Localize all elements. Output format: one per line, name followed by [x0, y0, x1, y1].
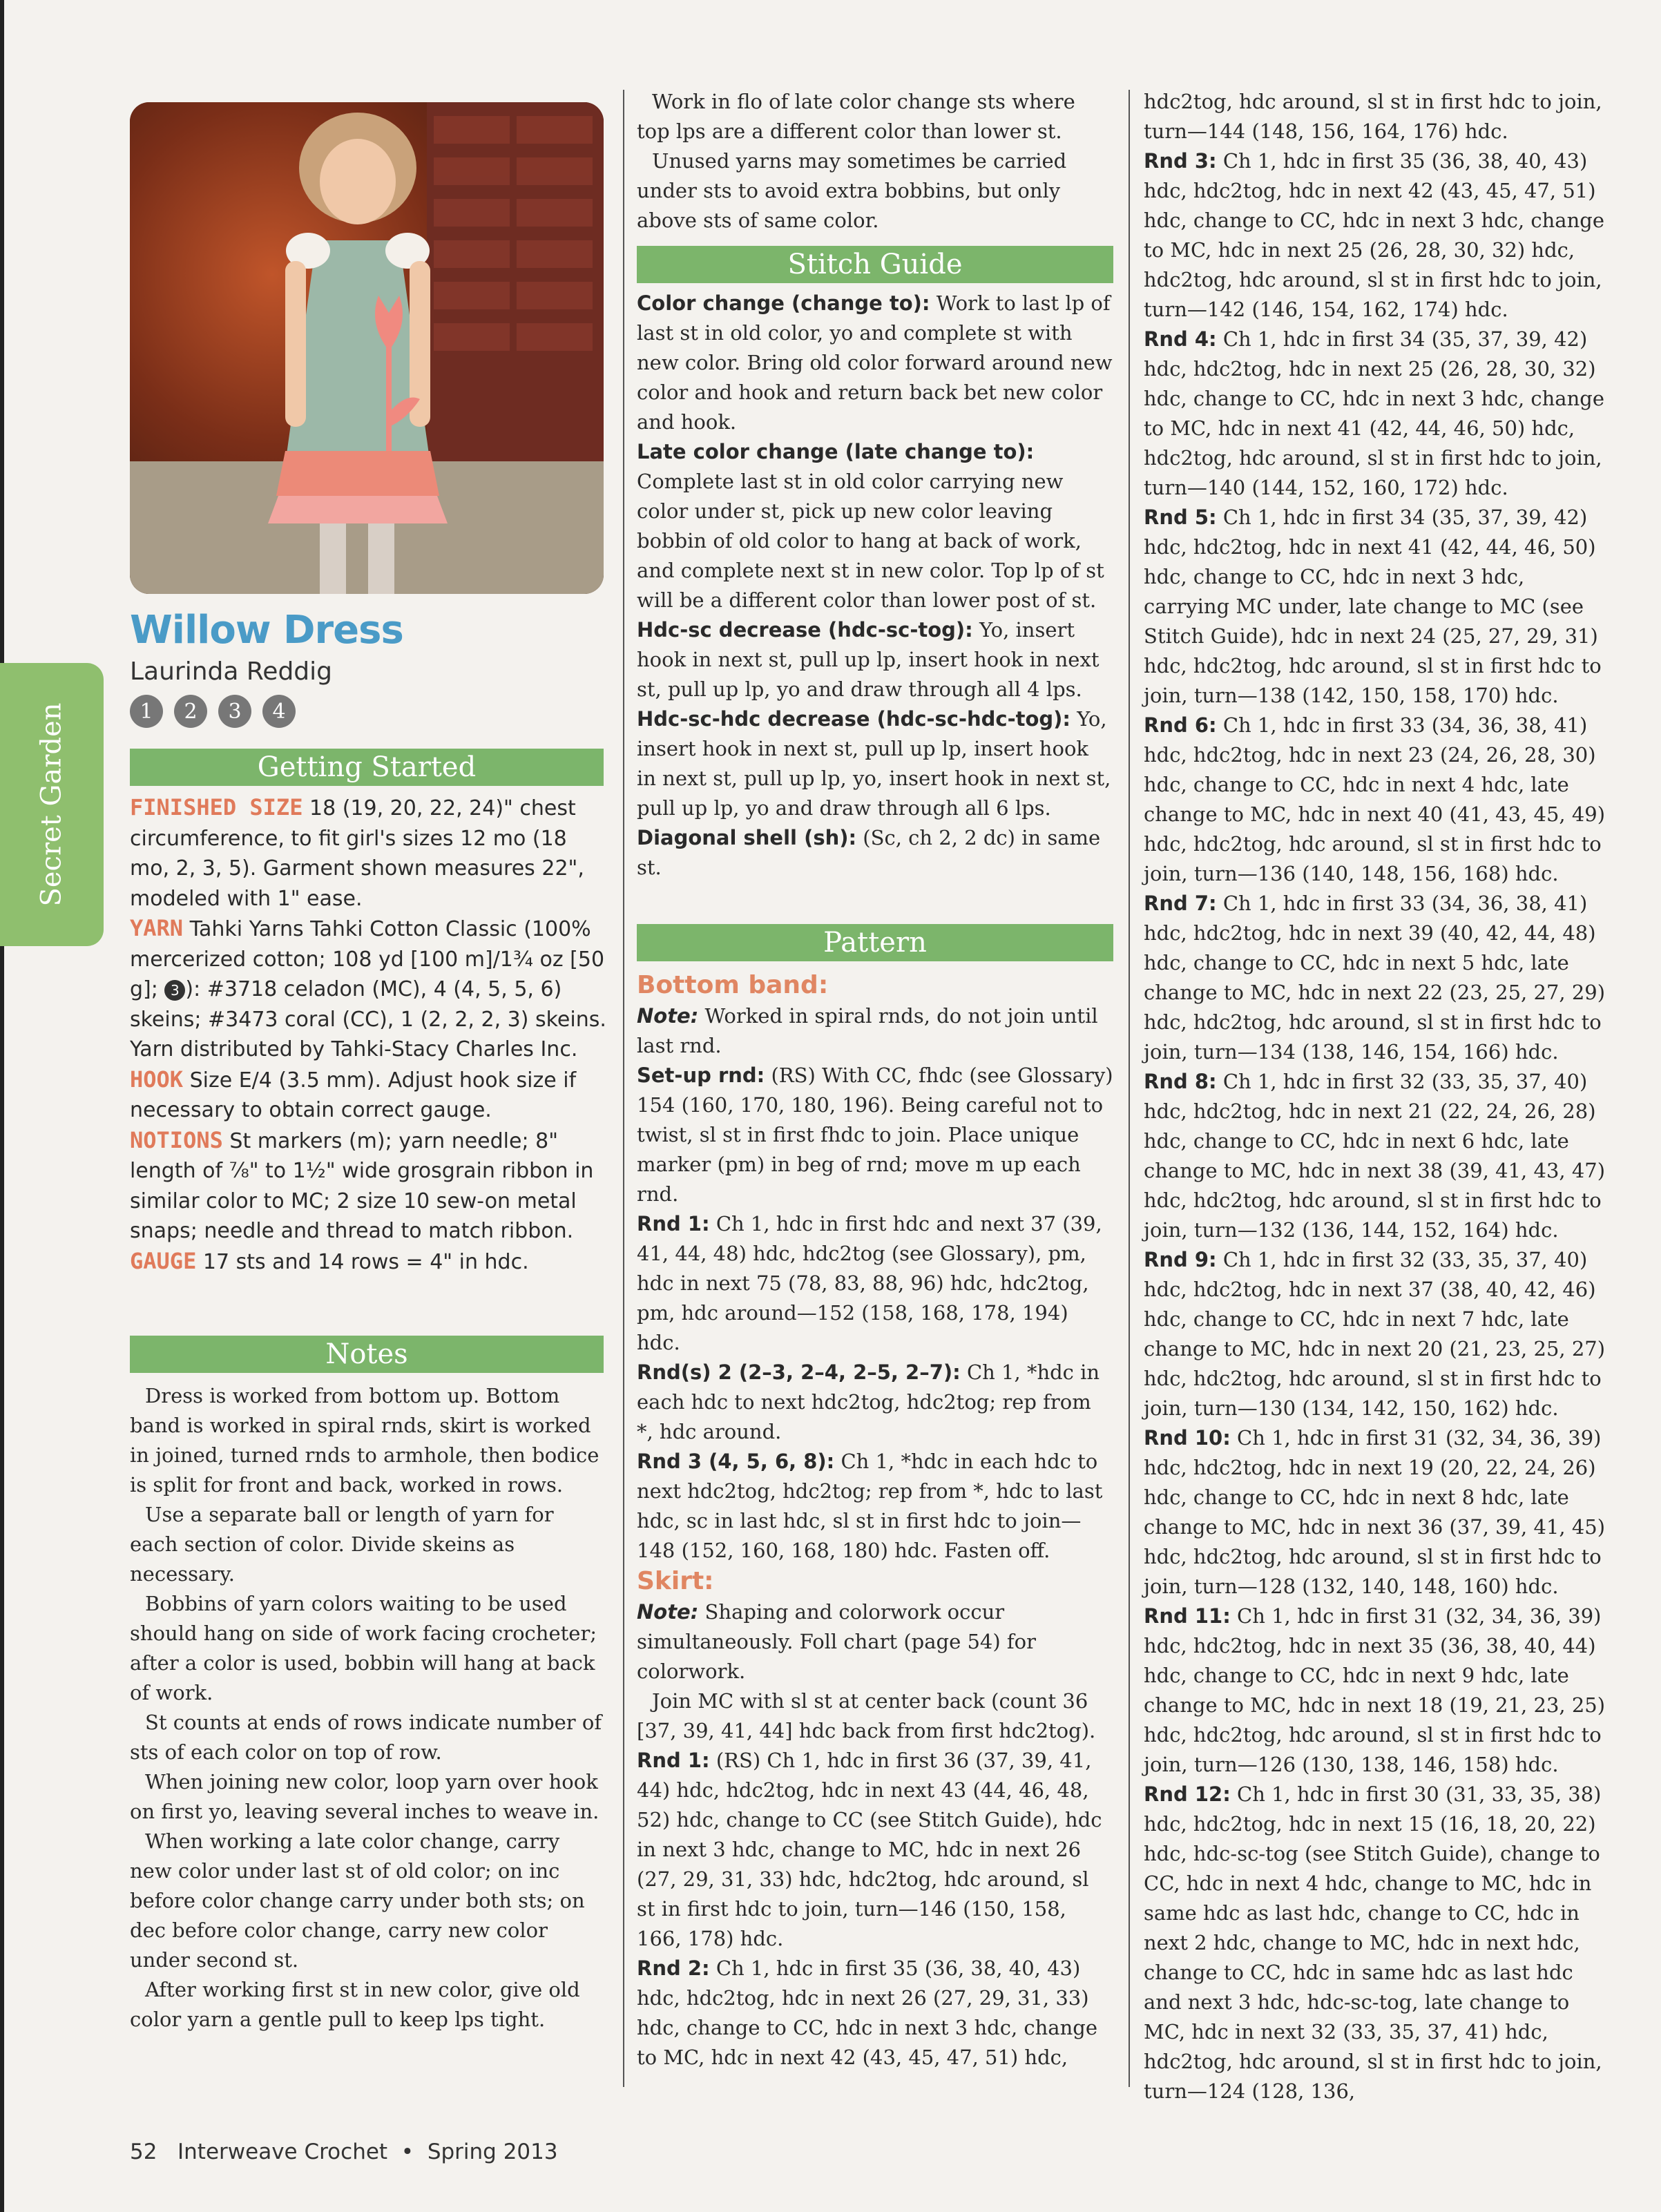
- row-text: Ch 1, hdc in first 33 (34, 36, 38, 41) hdc, hdc2tog, hdc in next 39 (40, 42, 44, 48) hdc, change to CC, hdc in next 5 hdc, late change to MC, hdc in next 22 (23, 25, 27, 29) hdc, hdc2tog, hdc around, sl st in first hdc to join, turn—134 (138, 146, 154, 166) hdc.: [1144, 892, 1606, 1064]
- skill-level-2: 2: [174, 695, 207, 728]
- pattern-body-continued: [1144, 87, 1613, 2106]
- hook-text: Size E/4 (3.5 mm). Adjust hook size if necessary to obtain correct gauge.: [130, 1068, 577, 1122]
- row-term: Rnd 10:: [1144, 1426, 1231, 1450]
- pattern-row-continued: hdc2tog, hdc around, sl st in first hdc to join, turn—144 (148, 156, 164, 176) hdc.: [1144, 90, 1602, 143]
- row-term: Rnd 1:: [637, 1212, 710, 1235]
- skill-levels: [130, 695, 296, 728]
- row-term: Rnd(s) 2 (2–3, 2–4, 2–5, 2–7):: [637, 1360, 961, 1384]
- stitch-guide-item: [637, 437, 1113, 615]
- pattern-row: [1144, 711, 1613, 889]
- stitch-term: Hdc-sc-hdc decrease (hdc-sc-hdc-tog):: [637, 707, 1071, 731]
- row-term: Rnd 3 (4, 5, 6, 8):: [637, 1450, 835, 1473]
- skirt-join: Join MC with sl st at center back (count 36 [37, 39, 41, 44] hdc back from first hdc2tog).: [637, 1689, 1096, 1742]
- stitch-guide-item: [637, 289, 1113, 437]
- pattern-row: [1144, 1423, 1613, 1602]
- row-text: Ch 1, hdc in first 35 (36, 38, 40, 43) hdc, hdc2tog, hdc in next 42 (43, 45, 47, 51) hdc, change to CC, hdc in next 3 hdc, change to MC, hdc in next 25 (26, 28, 30, 32) hdc, hdc2tog, hdc around, sl st in first hdc to join, turn—142 (146, 154, 162, 174) hdc.: [1144, 149, 1604, 321]
- notes-paragraph: When working a late color change, carry new color under last st of old color; on inc before color change carry under both sts; on dec before color change, carry new color under second st.: [130, 1829, 585, 1972]
- row-text: Ch 1, hdc in first 33 (34, 36, 38, 41) hdc, hdc2tog, hdc in next 23 (24, 26, 28, 30) hdc, change to CC, hdc in next 4 hdc, late change to MC, hdc in next 40 (41, 43, 45, 49) hdc, hdc2tog, hdc around, sl st in first hdc to join, turn—136 (140, 148, 156, 168) hdc.: [1144, 713, 1606, 885]
- notes-paragraph: When joining new color, loop yarn over hook on first yo, leaving several inches to weave in.: [130, 1770, 599, 1823]
- notes-paragraph: Use a separate ball or length of yarn for each section of color. Divide skeins as necessary.: [130, 1503, 554, 1586]
- stitch-text: (Sc, ch 2, 2 dc) in same st.: [637, 826, 1101, 879]
- stitch-term: Hdc-sc decrease (hdc-sc-tog):: [637, 618, 973, 642]
- row-text: Ch 1, hdc in first 35 (36, 38, 40, 43) hdc, hdc2tog, hdc in next 26 (27, 29, 31, 33) hdc, change to CC, hdc in next 3 hdc, change to MC, hdc in next 42 (43, 45, 47, 51) hdc,: [637, 1956, 1097, 2069]
- row-term: Rnd 8:: [1144, 1070, 1217, 1093]
- pattern-header: Pattern: [637, 924, 1113, 961]
- gauge: [130, 1247, 606, 1278]
- gauge-text: 17 sts and 14 rows = 4" in hdc.: [196, 1249, 529, 1274]
- notes-body: [130, 1381, 606, 2035]
- pattern-author: Laurinda Reddig: [130, 657, 333, 686]
- pattern-row: [1144, 889, 1613, 1067]
- pattern-row: [1144, 1245, 1613, 1423]
- pattern-body: [637, 970, 1113, 2072]
- row-text: Ch 1, hdc in first 34 (35, 37, 39, 42) hdc, hdc2tog, hdc in next 25 (26, 28, 30, 32) hdc, change to CC, hdc in next 3 hdc, change to MC, hdc in next 41 (42, 44, 46, 50) hdc, hdc2tog, hdc around, sl st in first hdc to join, turn—140 (144, 152, 160, 172) hdc.: [1144, 327, 1604, 499]
- bottom-band-note: [637, 1001, 1113, 1061]
- row-term: Rnd 3:: [1144, 149, 1217, 173]
- row-text: (RS) Ch 1, hdc in first 36 (37, 39, 41, 44) hdc, hdc2tog, hdc in next 43 (44, 46, 48, 52) hdc, change to CC (see Stitch Guide), hdc in next 3 hdc, change to MC, hdc in next 26 (27, 29, 31, 33) hdc, hdc2tog, hdc around, sl st in first hdc to join, turn—146 (150, 158, 166, 178) hdc.: [637, 1749, 1102, 1950]
- row-text: Ch 1, hdc in first 31 (32, 34, 36, 39) hdc, hdc2tog, hdc in next 19 (20, 22, 24, 26) hdc, change to CC, hdc in next 8 hdc, late change to MC, hdc in next 36 (37, 39, 41, 45) hdc, hdc2tog, hdc around, sl st in first hdc to join, turn—128 (132, 140, 148, 160) hdc.: [1144, 1426, 1606, 1598]
- finished-size-text: 18 (19, 20, 22, 24)" chest circumference, to fit girl's sizes 12 mo (18 mo, 2, 3, 5). Garment shown measures 22", modeled with 1" ease.: [130, 796, 584, 911]
- note-text: Shaping and colorwork occur simultaneously. Foll chart (page 54) for colorwork.: [637, 1600, 1036, 1683]
- pattern-row: [637, 1447, 1113, 1566]
- section-tab: [0, 663, 104, 946]
- column-rule: [623, 90, 624, 2087]
- stitch-guide-item: [637, 615, 1113, 704]
- row-term: Rnd 5:: [1144, 506, 1217, 529]
- page-number: 52: [130, 2139, 157, 2164]
- pattern-title: Willow Dress: [130, 608, 403, 653]
- yarn-weight-icon: 3: [164, 980, 185, 1001]
- yarn-text-rest: ): #3718 celadon (MC), 4 (4, 5, 5, 6) skeins; #3473 coral (CC), 1 (2, 2, 2, 3) skeins. Yarn distributed by Tahki-Stacy Charles Inc.: [130, 977, 606, 1061]
- pattern-row: [637, 1209, 1113, 1358]
- stitch-term: Diagonal shell (sh):: [637, 826, 857, 849]
- stitch-guide-item: [637, 823, 1113, 883]
- pattern-row: [1144, 1067, 1613, 1245]
- pattern-row: [637, 1061, 1113, 1209]
- pattern-row: [1144, 1780, 1613, 2106]
- page-binding-edge: [0, 0, 4, 2212]
- bottom-band-heading: Bottom band:: [637, 971, 829, 999]
- stitch-text: Yo, insert hook in next st, pull up lp, insert hook in next st, pull up lp, yo, insert hook in next st, pull up lp, yo and draw through all 6 lps.: [637, 707, 1111, 820]
- row-term: Set-up rnd:: [637, 1064, 765, 1087]
- row-term: Rnd 6:: [1144, 713, 1217, 737]
- row-text: Ch 1, hdc in first 32 (33, 35, 37, 40) hdc, hdc2tog, hdc in next 37 (38, 40, 42, 46) hdc, change to CC, hdc in next 7 hdc, late change to MC, hdc in next 20 (21, 23, 25, 27) hdc, hdc2tog, hdc around, sl st in first hdc to join, turn—130 (134, 142, 150, 162) hdc.: [1144, 1248, 1606, 1420]
- getting-started-header: Getting Started: [130, 749, 604, 786]
- row-term: Rnd 12:: [1144, 1782, 1231, 1806]
- skill-level-1: 1: [130, 695, 163, 728]
- row-text: Ch 1, hdc in first 30 (31, 33, 35, 38) hdc, hdc2tog, hdc in next 15 (16, 18, 20, 22) hdc, hdc-sc-tog (see Stitch Guide), change to CC, hdc in next 4 hdc, change to MC, hdc in same hdc as last hdc, change to CC, hdc in next 2 hdc, change to MC, hdc in next hdc, change to CC, hdc in same hdc as last hdc and next 3 hdc, hdc-sc-tog, late change to MC, hdc in next 32 (33, 35, 37, 41) hdc, hdc2tog, hdc around, sl st in first hdc to join, turn—124 (128, 136,: [1144, 1782, 1602, 2103]
- pattern-row: [637, 1746, 1113, 1954]
- yarn: [130, 914, 606, 1065]
- gauge-label: GAUGE: [130, 1247, 197, 1274]
- pattern-row: [1144, 146, 1613, 325]
- notes-paragraph: Bobbins of yarn colors waiting to be used should hang on side of work facing crocheter; after a color is used, bobbin will hang at back of work.: [130, 1592, 597, 1704]
- pattern-row: [1144, 503, 1613, 711]
- stitch-text: Complete last st in old color carrying new color under st, pick up new color leaving bobbin of old color to hang at back of work, and complete next st in new color. Top lp of st will be a different color than lower post of st.: [637, 470, 1104, 612]
- row-term: Rnd 11:: [1144, 1604, 1231, 1628]
- row-term: Rnd 4:: [1144, 327, 1217, 351]
- row-term: Rnd 2:: [637, 1956, 710, 1980]
- notes-continued: [637, 87, 1113, 235]
- issue-name: Spring 2013: [427, 2139, 558, 2164]
- stitch-guide-header: Stitch Guide: [637, 246, 1113, 283]
- row-text: Ch 1, hdc in first hdc and next 37 (39, 41, 44, 48) hdc, hdc2tog (see Glossary), pm, hdc in next 75 (78, 83, 88, 96) hdc, hdc2tog, pm, hdc around—152 (158, 168, 178, 194) hdc.: [637, 1212, 1102, 1354]
- row-text: Ch 1, *hdc in each hdc to next hdc2tog, hdc2tog; rep from *, hdc to last hdc, sc in last hdc, sl st in first hdc to join—148 (152, 160, 168, 180) hdc. Fasten off.: [637, 1450, 1103, 1562]
- notions: [130, 1126, 606, 1247]
- skirt-heading: Skirt:: [637, 1567, 714, 1595]
- row-text: (RS) With CC, fhdc (see Glossary) 154 (160, 170, 180, 196). Being careful not to twist, sl st in first fhdc to join. Place unique marker (pm) in beg of rnd; move m up each rnd.: [637, 1064, 1113, 1206]
- skill-level-4: 4: [262, 695, 296, 728]
- row-text: Ch 1, *hdc in each hdc to next hdc2tog, hdc2tog; rep from *, hdc around.: [637, 1360, 1100, 1443]
- photo-illustration: [130, 102, 604, 594]
- note-text: Worked in spiral rnds, do not join until last rnd.: [637, 1004, 1098, 1057]
- pattern-row: [1144, 1602, 1613, 1780]
- stitch-guide-item: [637, 704, 1113, 823]
- row-term: Rnd 7:: [1144, 892, 1217, 915]
- pattern-row: [637, 1358, 1113, 1447]
- yarn-label: YARN: [130, 915, 184, 941]
- hook-label: HOOK: [130, 1066, 184, 1093]
- row-text: Ch 1, hdc in first 32 (33, 35, 37, 40) hdc, hdc2tog, hdc in next 21 (22, 24, 26, 28) hdc, change to CC, hdc in next 6 hdc, late change to MC, hdc in next 38 (39, 41, 43, 47) hdc, hdc2tog, hdc around, sl st in first hdc to join, turn—132 (136, 144, 152, 164) hdc.: [1144, 1070, 1606, 1242]
- notes-paragraph: Unused yarns may sometimes be carried under sts to avoid extra bobbins, but only above sts of same color.: [637, 149, 1067, 232]
- dress-photo: [130, 102, 604, 594]
- hook: [130, 1065, 606, 1126]
- section-tab-label: Secret Garden: [36, 702, 68, 907]
- pattern-row: [1144, 325, 1613, 503]
- pattern-row: [637, 1954, 1113, 2072]
- note-label: Note:: [637, 1004, 699, 1028]
- stitch-guide-body: [637, 289, 1113, 883]
- magazine-name: Interweave Crochet: [177, 2139, 388, 2164]
- notes-paragraph: Work in flo of late color change sts where top lps are a different color than lower st.: [637, 90, 1075, 143]
- notes-paragraph: After working first st in new color, give old color yarn a gentle pull to keep lps tight.: [130, 1978, 580, 2031]
- notions-label: NOTIONS: [130, 1126, 223, 1153]
- row-term: Rnd 1:: [637, 1749, 710, 1772]
- stitch-term: Color change (change to):: [637, 291, 930, 315]
- row-text: Ch 1, hdc in first 34 (35, 37, 39, 42) hdc, hdc2tog, hdc in next 41 (42, 44, 46, 50) hdc, change to CC, hdc in next 3 hdc, carrying MC under, late change to MC (see Stitch Guide), hdc in next 24 (25, 27, 29, 31) hdc, hdc2tog, hdc around, sl st in first hdc to join, turn—138 (142, 150, 158, 170) hdc.: [1144, 506, 1602, 707]
- getting-started-body: [130, 793, 606, 1277]
- row-term: Rnd 9:: [1144, 1248, 1217, 1271]
- notes-paragraph: Dress is worked from bottom up. Bottom band is worked in spiral rnds, skirt is worked in joined, turned rnds to armhole, then bodice is split for front and back, worked in rows.: [130, 1384, 599, 1497]
- skill-level-3: 3: [218, 695, 251, 728]
- yarn-text: Tahki Yarns Tahki Cotton Classic (100% mercerized cotton; 108 yd [100 m]/1¾ oz [50 g];: [130, 917, 605, 1001]
- note-label: Note:: [637, 1600, 699, 1624]
- notes-paragraph: St counts at ends of rows indicate number of sts of each color on top of row.: [130, 1711, 602, 1764]
- skirt-note: [637, 1597, 1113, 1686]
- column-rule: [1129, 90, 1130, 2087]
- stitch-text: Work to last lp of last st in old color, yo and complete st with new color. Bring old color forward around new color and hook and return back bet new color and hook.: [637, 291, 1113, 434]
- notes-header: Notes: [130, 1336, 604, 1373]
- page-footer: [130, 2139, 558, 2164]
- finished-size-label: FINISHED SIZE: [130, 794, 303, 820]
- stitch-term: Late color change (late change to):: [637, 440, 1035, 463]
- footer-bullet: •: [401, 2139, 414, 2164]
- stitch-text: Yo, insert hook in next st, pull up lp, insert hook in next st, pull up lp, yo and draw through all 4 lps.: [637, 618, 1100, 701]
- finished-size: [130, 793, 606, 914]
- row-text: Ch 1, hdc in first 31 (32, 34, 36, 39) hdc, hdc2tog, hdc in next 35 (36, 38, 40, 44) hdc, change to CC, hdc in next 9 hdc, late change to MC, hdc in next 18 (19, 21, 23, 25) hdc, hdc2tog, hdc around, sl st in first hdc to join, turn—126 (130, 138, 146, 158) hdc.: [1144, 1604, 1606, 1776]
- notions-text: St markers (m); yarn needle; 8" length of ⅞" to 1½" wide grosgrain ribbon in similar color to MC; 2 size 10 sew-on metal snaps; needle and thread to match ribbon.: [130, 1128, 594, 1243]
